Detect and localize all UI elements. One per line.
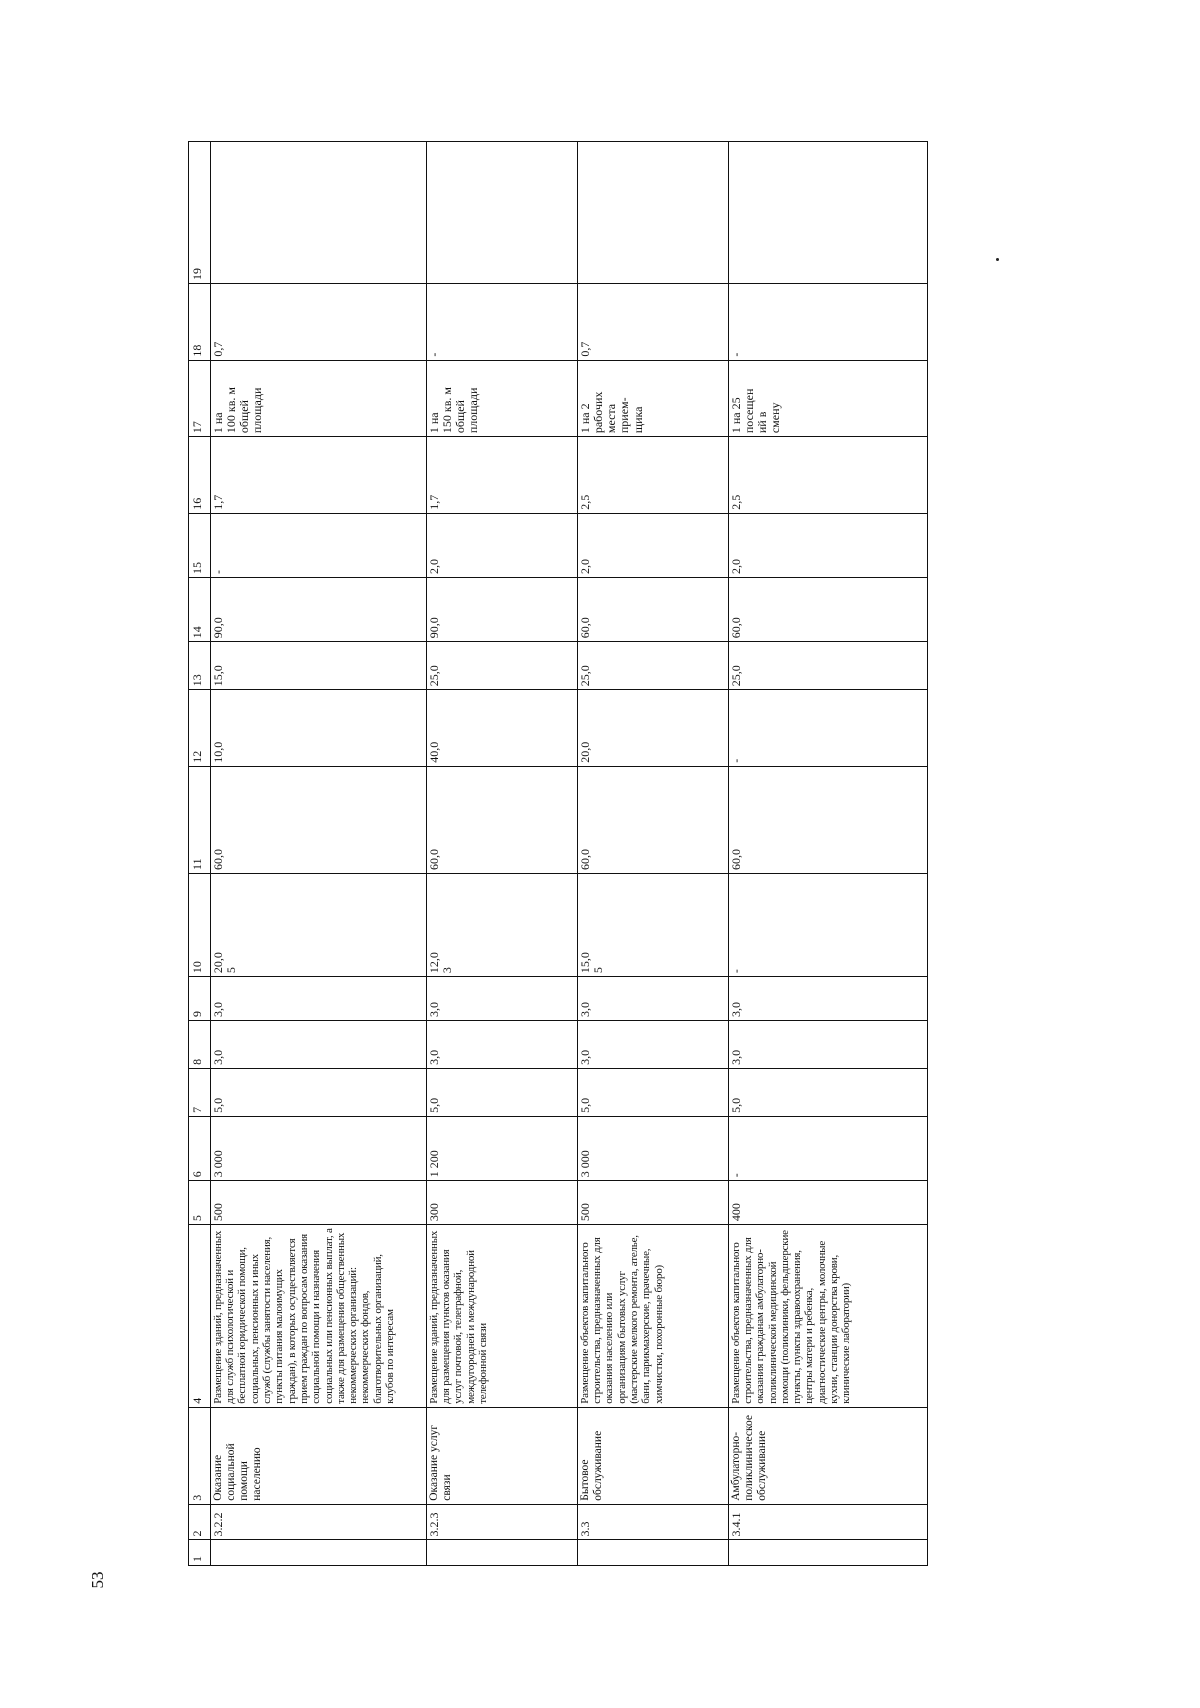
- cell-col13: 15,0: [210, 642, 426, 690]
- cell-use-name: Бытовое обслуживание: [577, 1407, 728, 1504]
- rotated-table-wrapper: [188, 141, 928, 1566]
- cell-setback-side: 3,0: [728, 1020, 927, 1068]
- header-cell: 2: [189, 1504, 211, 1540]
- cell-parking-norm: 1 на 150 кв. м общей площади: [426, 360, 577, 437]
- cell-col1: [210, 1540, 426, 1566]
- cell-col18: -: [426, 284, 577, 361]
- table-row: [210, 142, 426, 1566]
- cell-coverage: 60,0: [426, 766, 577, 873]
- cell-col13: 25,0: [728, 642, 927, 690]
- cell-min-area: 300: [426, 1181, 577, 1225]
- header-cell: 14: [189, 577, 211, 641]
- cell-use-name: Оказание услуг связи: [426, 1407, 577, 1504]
- cell-height-floors: 20,0 5: [210, 873, 426, 976]
- cell-parking-norm: 1 на 2 рабочих места прием- щика: [577, 360, 728, 437]
- cell-col18: -: [728, 284, 927, 361]
- cell-setback-rear: 3,0: [210, 977, 426, 1021]
- cell-col14: 90,0: [210, 577, 426, 641]
- cell-description: Размещение объектов капитального строительства, предназначенных для оказания населению или организациям бытовых услуг (мастерские мелкого ремонта, ателье, бани, парикмахерские, прачечные, химчистки, похоронные бюро): [577, 1225, 728, 1408]
- header-cell: 9: [189, 977, 211, 1021]
- cell-parking-norm: 1 на 25 посещен ий в смену: [728, 360, 927, 437]
- stray-dot: [996, 258, 999, 261]
- cell-col12: -: [728, 690, 927, 767]
- cell-code: 3.2.2: [210, 1504, 426, 1540]
- header-cell: 10: [189, 873, 211, 976]
- header-cell: 3: [189, 1407, 211, 1504]
- cell-code: 3.3: [577, 1504, 728, 1540]
- table-row: [426, 142, 577, 1566]
- cell-col15: 2,0: [577, 513, 728, 577]
- header-cell: 16: [189, 437, 211, 514]
- cell-col18: 0,7: [210, 284, 426, 361]
- cell-col16: 2,5: [728, 437, 927, 514]
- cell-setback-front: 5,0: [728, 1068, 927, 1116]
- cell-setback-front: 5,0: [577, 1068, 728, 1116]
- cell-use-name: Амбулаторно-поликлиническое обслуживание: [728, 1407, 927, 1504]
- table-row: [577, 142, 728, 1566]
- cell-col13: 25,0: [577, 642, 728, 690]
- cell-col1: [426, 1540, 577, 1566]
- cell-height-floors: -: [728, 873, 927, 976]
- cell-min-area: 500: [210, 1181, 426, 1225]
- cell-height-floors: 15,0 5: [577, 873, 728, 976]
- header-cell: 13: [189, 642, 211, 690]
- cell-max-area: 3 000: [210, 1116, 426, 1180]
- cell-description: Размещение зданий, предназначенных для служб психологической и бесплатной юридической помощи, социальных, пенсионных и иных служб (службы занятости населения, пункты питания малоимущих граждан), в которых осуществляется прием граждан по вопросам оказания социальной помощи и назначения социальных или пенсионных выплат, а также для размещения общественных некоммерческих организаций: некоммерческих фондов, благотворительных организаций, клубов по интересам: [210, 1225, 426, 1408]
- header-cell: 17: [189, 360, 211, 437]
- header-cell: 4: [189, 1225, 211, 1408]
- cell-coverage: 60,0: [728, 766, 927, 873]
- cell-setback-front: 5,0: [210, 1068, 426, 1116]
- cell-description: Размещение объектов капитального строительства, предназначенных для оказания гражданам амбулаторно-поликлинической медицинской помощи (поликлиники, фельдшерские пункты, пункты здравоохранения, центры матери и ребенка, диагностические центры, молочные кухни, станции донорства крови, клинические лаборатории): [728, 1225, 927, 1408]
- cell-setback-side: 3,0: [426, 1020, 577, 1068]
- cell-code: 3.2.3: [426, 1504, 577, 1540]
- cell-col12: 40,0: [426, 690, 577, 767]
- cell-col16: 1,7: [426, 437, 577, 514]
- cell-setback-rear: 3,0: [728, 977, 927, 1021]
- cell-col1: [577, 1540, 728, 1566]
- cell-max-area: 3 000: [577, 1116, 728, 1180]
- cell-height-floors: 12,0 3: [426, 873, 577, 976]
- cell-col19: [426, 142, 577, 284]
- header-cell: 19: [189, 142, 211, 284]
- cell-setback-rear: 3,0: [426, 977, 577, 1021]
- cell-col14: 60,0: [728, 577, 927, 641]
- cell-col15: 2,0: [728, 513, 927, 577]
- header-cell: 7: [189, 1068, 211, 1116]
- cell-setback-side: 3,0: [577, 1020, 728, 1068]
- cell-col19: [577, 142, 728, 284]
- cell-coverage: 60,0: [210, 766, 426, 873]
- cell-coverage: 60,0: [577, 766, 728, 873]
- cell-col12: 20,0: [577, 690, 728, 767]
- cell-col13: 25,0: [426, 642, 577, 690]
- cell-use-name: Оказание социальной помощи населению: [210, 1407, 426, 1504]
- cell-setback-rear: 3,0: [577, 977, 728, 1021]
- cell-col12: 10,0: [210, 690, 426, 767]
- cell-col19: [728, 142, 927, 284]
- header-cell: 1: [189, 1540, 211, 1566]
- cell-col16: 2,5: [577, 437, 728, 514]
- cell-col1: [728, 1540, 927, 1566]
- cell-code: 3.4.1: [728, 1504, 927, 1540]
- header-cell: 11: [189, 766, 211, 873]
- table-row: [728, 142, 927, 1566]
- cell-col15: -: [210, 513, 426, 577]
- cell-col14: 60,0: [577, 577, 728, 641]
- cell-setback-side: 3,0: [210, 1020, 426, 1068]
- cell-max-area: 1 200: [426, 1116, 577, 1180]
- header-cell: 8: [189, 1020, 211, 1068]
- header-cell: 18: [189, 284, 211, 361]
- cell-setback-front: 5,0: [426, 1068, 577, 1116]
- cell-max-area: -: [728, 1116, 927, 1180]
- cell-description: Размещение зданий, предназначенных для размещения пунктов оказания услуг почтовой, телеграфной, междугородней и международной телефонной связи: [426, 1225, 577, 1408]
- header-cell: 15: [189, 513, 211, 577]
- cell-min-area: 500: [577, 1181, 728, 1225]
- header-cell: 6: [189, 1116, 211, 1180]
- header-cell: 12: [189, 690, 211, 767]
- cell-col15: 2,0: [426, 513, 577, 577]
- cell-min-area: 400: [728, 1181, 927, 1225]
- cell-parking-norm: 1 на 100 кв. м общей площади: [210, 360, 426, 437]
- cell-col14: 90,0: [426, 577, 577, 641]
- land-use-table: [188, 141, 928, 1566]
- cell-col16: 1,7: [210, 437, 426, 514]
- header-row: [189, 142, 211, 1566]
- cell-col19: [210, 142, 426, 284]
- header-cell: 5: [189, 1181, 211, 1225]
- cell-col18: 0,7: [577, 284, 728, 361]
- page-number: 53: [88, 1571, 107, 1589]
